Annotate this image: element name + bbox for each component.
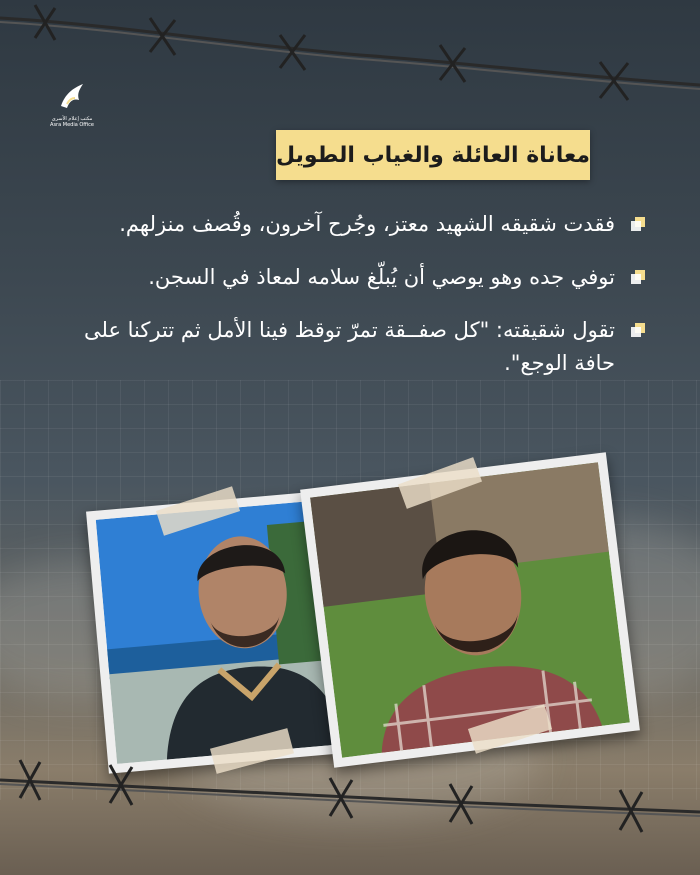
logo-text-en: Asra Media Office [50,122,94,128]
bullet-text: تقول شقيقته: "كل صفــقة تمرّ توقظ فينا الأمل ثم تتركنا على حافة الوجع". [84,318,615,375]
bullet-text: فقدت شقيقه الشهيد معتز، وجُرح آخرون، وقُصف منزلهم. [119,212,615,236]
bullet-item [75,261,615,294]
title-box [276,130,590,180]
square-bullet-icon [631,217,645,231]
logo-text-ar: مكتب إعلام الأسرى [51,116,93,122]
square-bullet-icon [631,270,645,284]
bullet-text: توفي جده وهو يوصي أن يُبلّغ سلامه لمعاذ في السجن. [148,265,615,289]
square-bullet-icon [631,323,645,337]
barbed-wire-top [0,0,700,120]
dove-logo-icon [57,80,87,112]
page-title: معاناة العائلة والغياب الطويل [275,142,590,168]
brand-logo [47,80,97,136]
barbed-wire-bottom [0,740,700,850]
photo-right [300,452,640,767]
bullet-list [75,208,615,400]
bullet-item [75,314,615,380]
portrait-image-right [310,462,630,757]
bullet-item [75,208,615,241]
